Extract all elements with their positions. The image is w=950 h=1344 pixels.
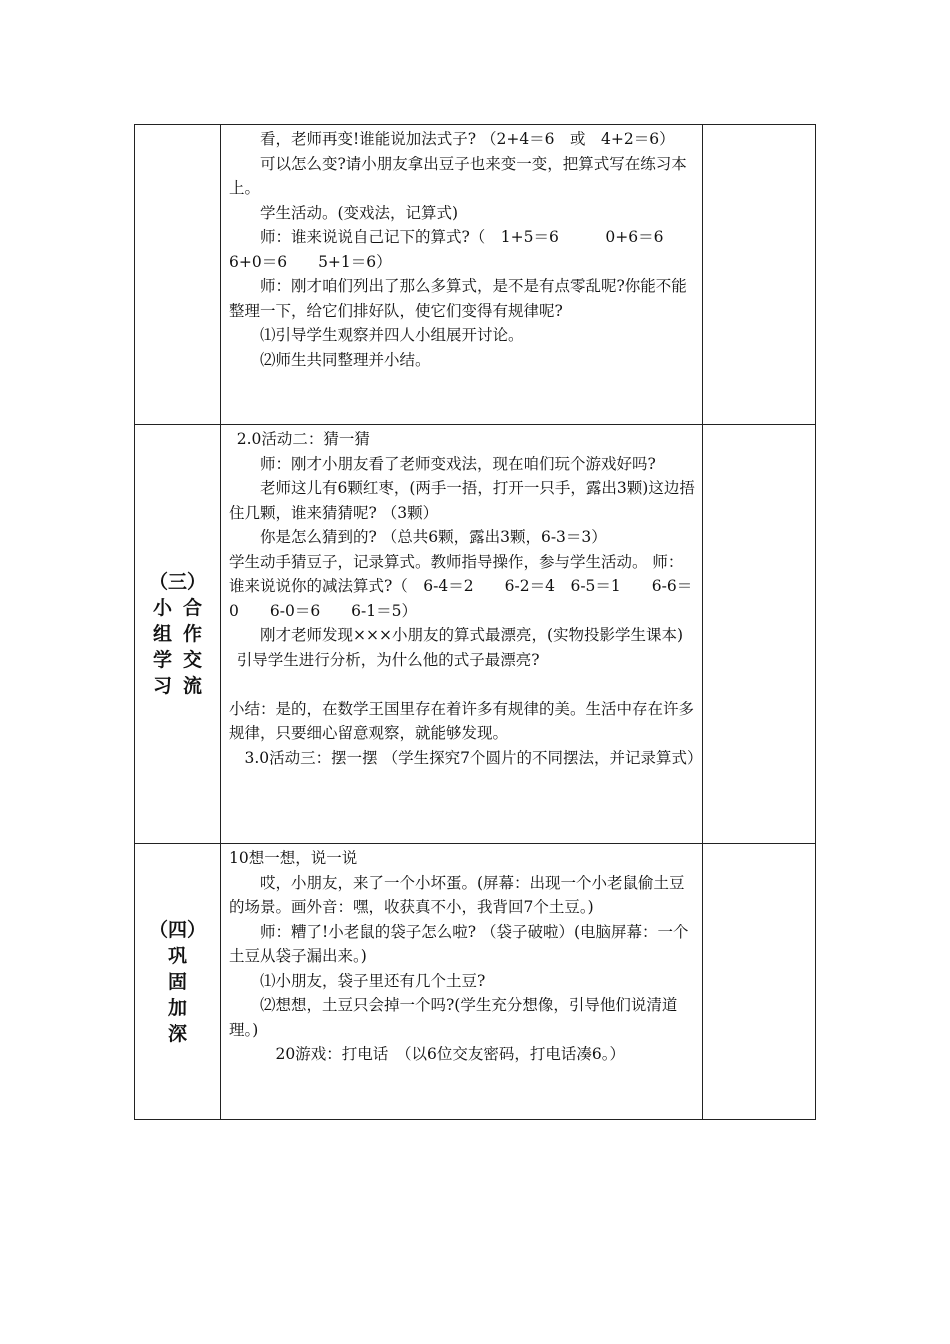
text-line: 2.0活动二：猜一猜 xyxy=(236,430,370,448)
stage-name xyxy=(149,595,207,699)
text-line: 学生动手猜豆子，记录算式。教师指导操作，参与学生活动。 师：谁来说说你的减法算式?（ 6-4＝2 6-2＝4 6-5＝1 6-6＝0 6-0＝6 6-1＝5） xyxy=(229,552,693,620)
text-line: 引导学生进行分析，为什么他的式子最漂亮? xyxy=(236,650,540,669)
text-line: 老师这儿有6颗红枣，(两手一捂，打开一只手，露出3颗)这边捂住几颗，谁来猜猜呢? （3颗） xyxy=(229,479,695,522)
table-row xyxy=(135,844,816,1120)
content-cell xyxy=(221,844,703,1120)
stage-char: 学 xyxy=(152,649,172,671)
text-line: 3.0活动三：摆一摆 （学生探究7个圆片的不同摆法，并记录算式） xyxy=(244,748,703,767)
text-line: 刚才老师发现×××小朋友的算式最漂亮，(实物投影学生课本) xyxy=(260,626,684,644)
stage-char: 作 xyxy=(182,623,202,645)
table-row xyxy=(135,125,816,425)
notes-cell xyxy=(703,425,816,844)
stage-char: 小 xyxy=(152,597,172,619)
blank-line xyxy=(229,672,697,697)
stage-char: 交 xyxy=(182,649,202,671)
text-line: 师：刚才小朋友看了老师变戏法，现在咱们玩个游戏好吗? xyxy=(260,454,656,473)
text-line: 20游戏：打电话 （以6位交友密码，打电话凑6。） xyxy=(275,1045,625,1063)
stage-char: 巩 xyxy=(167,944,187,967)
stage-char: 固 xyxy=(167,970,187,993)
text-line: 10想一想，说一说 xyxy=(229,849,358,867)
stage-number: （三） xyxy=(148,571,206,593)
text-line: ⑴小朋友，袋子里还有几个土豆? xyxy=(260,971,486,990)
text-line: 可以怎么变?请小朋友拿出豆子也来变一变，把算式写在练习本上。 xyxy=(229,154,687,197)
text-line: 师：糟了!小老鼠的袋子怎么啦? （袋子破啦）(电脑屏幕：一个土豆从袋子漏出来。) xyxy=(229,922,689,965)
notes-cell xyxy=(703,125,816,425)
table-row xyxy=(135,425,816,844)
text-line: ⑵师生共同整理并小结。 xyxy=(260,350,431,369)
text-line: ⑴引导学生观察并四人小组展开讨论。 xyxy=(260,326,524,344)
stage-char: 习 xyxy=(152,675,172,697)
text-line: 师：谁来说说自己记下的算式?（ 1+5＝6 0+6＝6 6+0＝6 5+1＝6） xyxy=(229,228,695,271)
stage-char: 组 xyxy=(152,623,172,645)
stage-char: 加 xyxy=(167,996,187,1019)
text-line: ⑵想想，土豆只会掉一个吗?(学生充分想像，引导他们说清道理。) xyxy=(229,996,678,1039)
stage-char: 合 xyxy=(182,597,202,619)
stage-char: 深 xyxy=(167,1022,187,1045)
text-line: 小结：是的，在数学王国里存在着许多有规律的美。生活中存在许多规律，只要细心留意观察，就能够发现。 xyxy=(229,699,695,742)
stage-char: 流 xyxy=(182,675,202,697)
text-line: 你是怎么猜到的? （总共6颗，露出3颗，6-3＝3） xyxy=(260,528,607,546)
stage-cell-consolidation xyxy=(135,844,221,1120)
lesson-plan-table xyxy=(134,124,816,1120)
text-line: 学生活动。(变戏法，记算式) xyxy=(260,203,459,222)
text-line: 师：刚才咱们列出了那么多算式，是不是有点零乱呢?你能不能整理一下，给它们排好队，使它们变得有规律呢? xyxy=(229,277,687,320)
stage-number: （四） xyxy=(148,918,206,941)
content-cell xyxy=(221,125,703,425)
text-line: 哎，小朋友，来了一个小坏蛋。(屏幕：出现一个小老鼠偷土豆的场景。画外音：嘿，收获真不小，我背回7个土豆。) xyxy=(229,873,685,916)
stage-cell-group-cooperation xyxy=(135,425,221,844)
notes-cell xyxy=(703,844,816,1120)
text-line: 看，老师再变!谁能说加法式子? （2+4＝6 或 4+2＝6） xyxy=(260,130,675,148)
stage-cell-empty xyxy=(135,125,221,425)
content-cell xyxy=(221,425,703,844)
